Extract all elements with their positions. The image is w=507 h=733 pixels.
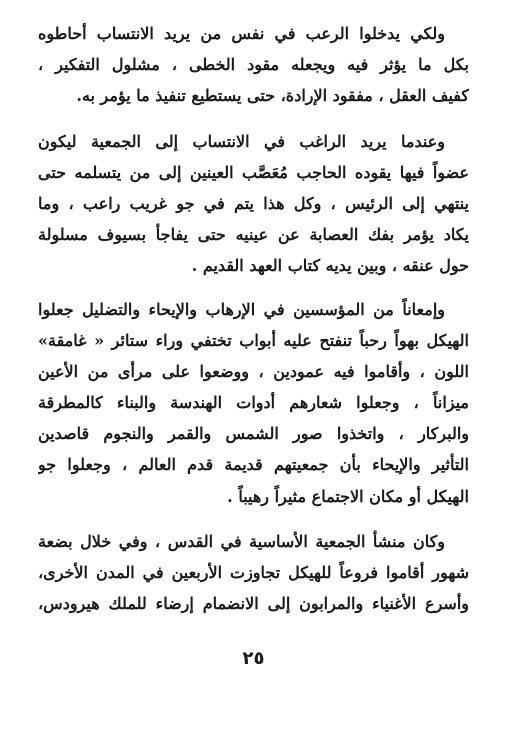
text-line: وإمعاناً من المؤسسين في الإرهاب والإيحاء والتضليل جعلوا: [38, 299, 445, 319]
paragraph-4: [38, 526, 469, 620]
paragraph-1: [38, 18, 469, 112]
text-line: ميزاناً ، وجعلوا شعارهم أدوات الهندسة والبناء كالمطرقة: [38, 393, 469, 413]
text-line: كفيف العقل ، مفقود الإرادة، حتى يستطيع تنفيذ ما يؤمر به.: [76, 86, 469, 106]
text-line: عضواً فيها يقوده الحاجب مُعَصَّب العينين إلى من يتسلمه حتى: [38, 162, 469, 182]
text-line: ينتهي إلى الرئيس ، وكل هذا يتم في جو غريب راعب ، وما: [38, 193, 469, 213]
text-line: الهيكل بهواً رحباً تنفتح عليه أبواب تختفي وراء ستائر « غامقة»: [38, 330, 469, 350]
text-line: وأسرع الأغنياء والمرابون إلى الانضمام إرضاء للملك هيرودس،: [38, 594, 469, 614]
page-number: ٢٥: [242, 648, 265, 669]
text-line: يكاد يؤمر بفك العصابة عن عينيه حتى يفاجأ بسيوف مسلولة: [38, 225, 469, 245]
text-line: وعندما يريد الراغب في الانتساب إلى الجمعية ليكون: [38, 131, 445, 151]
body-text: [38, 18, 469, 619]
text-line: والبركار ، واتخذوا صور الشمس والقمر والنجوم قاصدين: [38, 424, 469, 444]
text-line: شهور أقاموا فروعاً للهيكل تجاوزت الأربعين في المدن الأخرى،: [38, 563, 469, 582]
text-line: التأثير والإيحاء بأن جمعيتهم قديمة قدم العالم ، وجعلوا جو: [38, 455, 469, 475]
paragraph-2: [38, 126, 469, 282]
text-line: حول عنقه ، وبين يديه كتاب العهد القديم .: [191, 256, 469, 276]
text-line: بكل ما يؤثر فيه ويجعله مقود الخطى ، مشلول التفكير ،: [38, 55, 469, 75]
text-line: ولكي يدخلوا الرعب في نفس من يريد الانتساب أحاطوه: [38, 24, 445, 43]
text-line: وكان منشأ الجمعية الأساسية في القدس ، وفي خلال بضعة: [38, 531, 445, 551]
text-line: اللون ، وأقاموا فيه عمودين ، ووضعوا على مرأى من الأعين: [38, 361, 469, 381]
paragraph-3: [38, 294, 469, 512]
text-line: الهيكل أو مكان الاجتماع مثيراً رهيباً .: [227, 486, 469, 506]
